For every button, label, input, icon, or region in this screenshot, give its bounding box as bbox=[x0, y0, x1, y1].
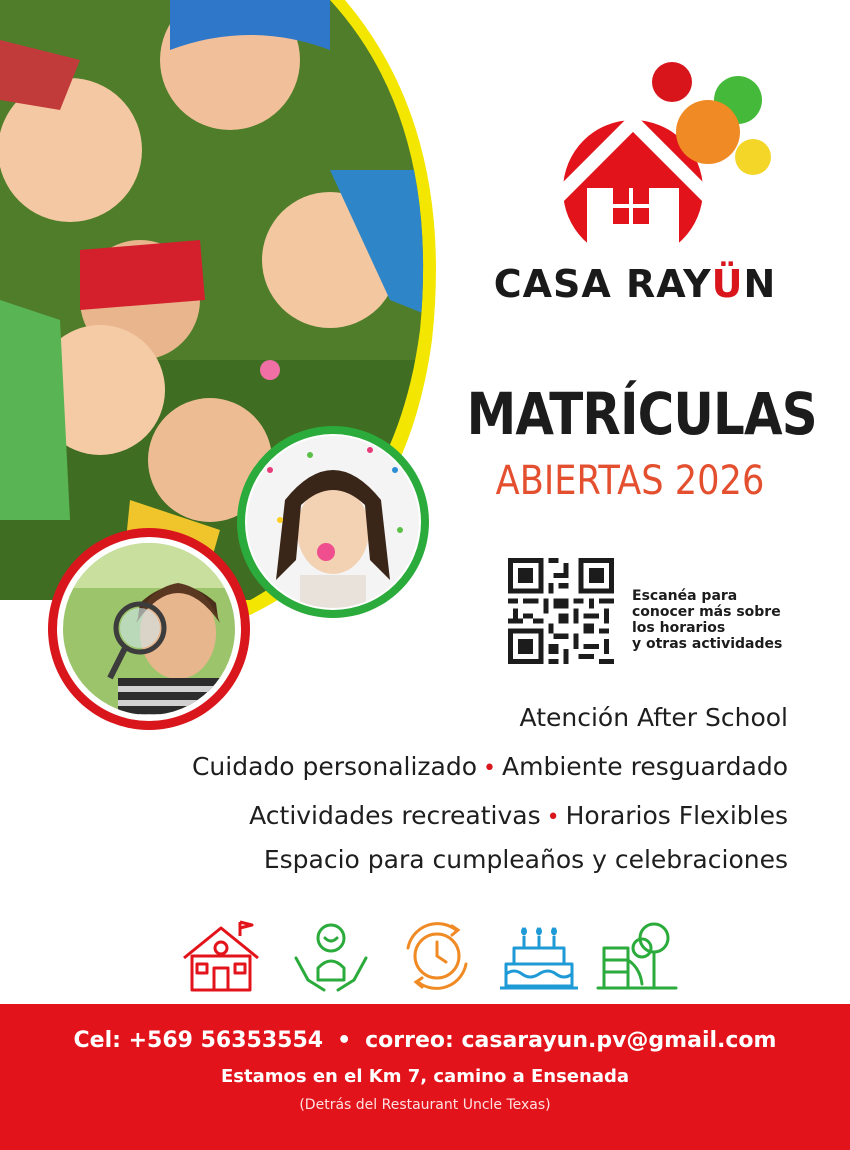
birthday-cake-icon bbox=[498, 918, 580, 994]
feature-horarios: Horarios Flexibles bbox=[565, 801, 788, 830]
bullet: • bbox=[483, 756, 496, 781]
qr-caption-line: y otras actividades bbox=[632, 636, 783, 652]
bullet: • bbox=[546, 805, 560, 830]
school-house-icon bbox=[180, 918, 262, 994]
children-photo-collage bbox=[0, 0, 440, 620]
feature-actividades: Actividades recreativas bbox=[249, 801, 541, 830]
playground-icon bbox=[596, 918, 678, 994]
bullet: • bbox=[337, 1028, 352, 1053]
address: Estamos en el Km 7, camino a Ensenada bbox=[220, 1066, 630, 1087]
qr-caption-line: Escanéa para bbox=[632, 588, 738, 604]
clock-icon bbox=[396, 918, 478, 994]
feature-ambiente: Ambiente resguardado bbox=[502, 752, 788, 781]
qr-caption-line: conocer más sobre bbox=[632, 604, 781, 620]
phone-number[interactable]: Cel: +569 56353554 bbox=[73, 1028, 324, 1053]
child-care-icon bbox=[290, 918, 372, 994]
casa-rayun-logo bbox=[555, 60, 785, 260]
boy-magnifier-photo bbox=[48, 528, 250, 730]
qr-caption-line: los horarios bbox=[632, 620, 726, 636]
qr-code[interactable] bbox=[508, 558, 614, 664]
address-note: (Detrás del Restaurant Uncle Texas) bbox=[299, 1097, 551, 1113]
feature-cumpleanos: Espacio para cumpleaños y celebraciones bbox=[263, 845, 788, 874]
brand-name: CASA RAYÜN bbox=[493, 262, 777, 306]
headline: MATRÍCULAS bbox=[466, 380, 817, 448]
feature-line-2 bbox=[192, 752, 788, 781]
email-address[interactable]: correo: casarayun.pv@gmail.com bbox=[365, 1028, 777, 1053]
subheadline: ABIERTAS 2026 bbox=[495, 458, 765, 504]
qr-caption bbox=[632, 588, 832, 652]
feature-cuidado: Cuidado personalizado bbox=[191, 752, 478, 781]
contact-line bbox=[0, 1028, 850, 1053]
feature-line-3 bbox=[249, 801, 788, 830]
feature-after-school: Atención After School bbox=[519, 703, 788, 732]
